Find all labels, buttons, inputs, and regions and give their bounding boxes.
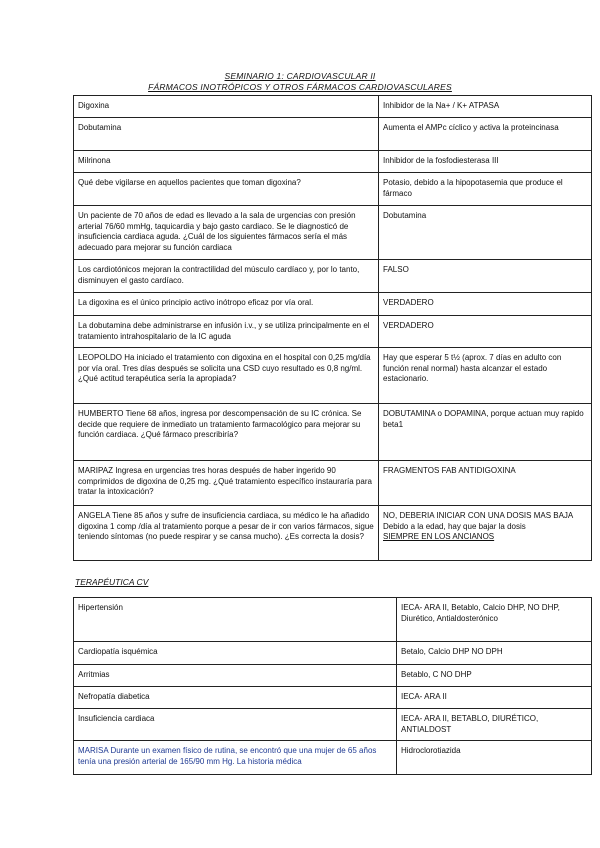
- condition-cell: Insuficiencia cardiaca: [74, 709, 397, 741]
- document-subtitle: FÁRMACOS INOTRÓPICOS Y OTROS FÁRMACOS CARDIOVASCULARES: [148, 82, 452, 92]
- table-row: [74, 173, 592, 206]
- question-cell: La digoxina es el único principio activo inótropo eficaz por vía oral.: [74, 293, 379, 316]
- question-cell: Qué debe vigilarse en aquellos pacientes que toman digoxina?: [74, 173, 379, 206]
- table-row: [74, 709, 592, 741]
- terapeutica-table: [73, 597, 592, 775]
- question-cell: Milrinona: [74, 151, 379, 173]
- table-row: [74, 642, 592, 665]
- document-title: SEMINARIO 1: CARDIOVASCULAR II: [224, 71, 376, 81]
- table-row: [74, 118, 592, 151]
- table-row: [74, 293, 592, 316]
- answer-cell: VERDADERO: [379, 316, 592, 348]
- answer-line: Debido a la edad, hay que bajar la dosis: [383, 521, 526, 531]
- table-row: [74, 206, 592, 260]
- answer-cell: [379, 506, 592, 561]
- answer-cell: VERDADERO: [379, 293, 592, 316]
- treatment-cell: Betablo, C NO DHP: [397, 665, 592, 687]
- treatment-cell: IECA- ARA II, BETABLO, DIURÉTICO, ANTIALDOST: [397, 709, 592, 741]
- table-row: [74, 348, 592, 404]
- table-row: [74, 404, 592, 461]
- condition-cell: Hipertensión: [74, 598, 397, 642]
- answer-cell: Inhibidor de la Na+ / K+ ATPASA: [379, 96, 592, 118]
- condition-cell: Cardiopatía isquémica: [74, 642, 397, 665]
- answer-line: NO, DEBERIA INICIAR CON UNA DOSIS MAS BAJA: [383, 511, 574, 520]
- table-row: [74, 461, 592, 506]
- treatment-cell: Hidroclorotiazida: [397, 741, 592, 775]
- question-cell: MARIPAZ Ingresa en urgencias tres horas después de haber ingerido 90 comprimidos de digoxina de 0,25 mg. ¿Qué tratamiento específico instauraría para tratar la intoxicación?: [74, 461, 379, 506]
- table-row: [74, 741, 592, 775]
- table-row: [74, 151, 592, 173]
- question-cell: HUMBERTO Tiene 68 años, ingresa por descompensación de su IC crónica. Se decide que requiere de inmediato un tratamiento farmacológico para mejorar su función cardiaca. ¿Qué fármaco prescribiría?: [74, 404, 379, 461]
- answer-cell: Hay que esperar 5 t½ (aprox. 7 días en adulto con función renal normal) hasta alcanzar el estado estacionario.: [379, 348, 592, 404]
- question-cell: Los cardiotónicos mejoran la contractilidad del músculo cardíaco y, por lo tanto, disminuyen el gasto cardíaco.: [74, 260, 379, 293]
- answer-cell: FRAGMENTOS FAB ANTIDIGOXINA: [379, 461, 592, 506]
- case-question-cell: MARISA Durante un examen físico de rutina, se encontró que una mujer de 65 años tenía una presión arterial de 165/90 mm Hg. La historia médica: [74, 741, 397, 775]
- treatment-cell: IECA- ARA II: [397, 687, 592, 709]
- question-cell: LEOPOLDO Ha iniciado el tratamiento con digoxina en el hospital con 0,25 mg/día por vía oral. Tres días después se solicita una CSD cuyo resultado es 0,8 ng/ml. ¿Qué actitud terapéutica sería la apropiada?: [74, 348, 379, 404]
- table-row: [74, 260, 592, 293]
- table-row: [74, 598, 592, 642]
- question-cell: Digoxina: [74, 96, 379, 118]
- question-cell: ANGELA Tiene 85 años y sufre de insuficiencia cardiaca, su médico le ha añadido digoxina 1 comp /día al tratamiento porque a pesar de ir con varios fármacos, sigue teniendo síntomas (no puede respirar y se cansa mucho). ¿Es correcta la dosis?: [74, 506, 379, 561]
- treatment-cell: IECA- ARA II, Betablo, Calcio DHP, NO DHP, Diurético, Antialdosterónico: [397, 598, 592, 642]
- answer-cell: Aumenta el AMPc cíclico y activa la proteincinasa: [379, 118, 592, 151]
- treatment-cell: Betalo, Calcio DHP NO DPH: [397, 642, 592, 665]
- condition-cell: Arritmias: [74, 665, 397, 687]
- answer-cell: Dobutamina: [379, 206, 592, 260]
- answer-emphasis: SIEMPRE EN LOS ANCIANOS: [383, 532, 495, 541]
- question-cell: Un paciente de 70 años de edad es llevado a la sala de urgencias con presión arterial 76/60 mmHg, taquicardia y bajo gasto cardiaco. Se le diagnosticó de insuficiencia cardiaca aguda. ¿Cuál de los siguientes fármacos sería el más adecuado para mejorar su función cardiaca: [74, 206, 379, 260]
- table-row: [74, 506, 592, 561]
- table-row: [74, 96, 592, 118]
- answer-cell: DOBUTAMINA o DOPAMINA, porque actuan muy rapido beta1: [379, 404, 592, 461]
- table-row: [74, 687, 592, 709]
- table-row: [74, 665, 592, 687]
- answer-cell: FALSO: [379, 260, 592, 293]
- seminar-table: [73, 95, 592, 561]
- table-row: [74, 316, 592, 348]
- answer-cell: Potasio, debido a la hipopotasemia que produce el fármaco: [379, 173, 592, 206]
- question-cell: La dobutamina debe administrarse en infusión i.v., y se utiliza principalmente en el tratamiento intrahospitalario de la IC aguda: [74, 316, 379, 348]
- answer-cell: Inhibidor de la fosfodiesterasa III: [379, 151, 592, 173]
- section-title-terapeutica: TERAPÉUTICA CV: [75, 577, 149, 587]
- question-cell: Dobutamina: [74, 118, 379, 151]
- condition-cell: Nefropatía diabetica: [74, 687, 397, 709]
